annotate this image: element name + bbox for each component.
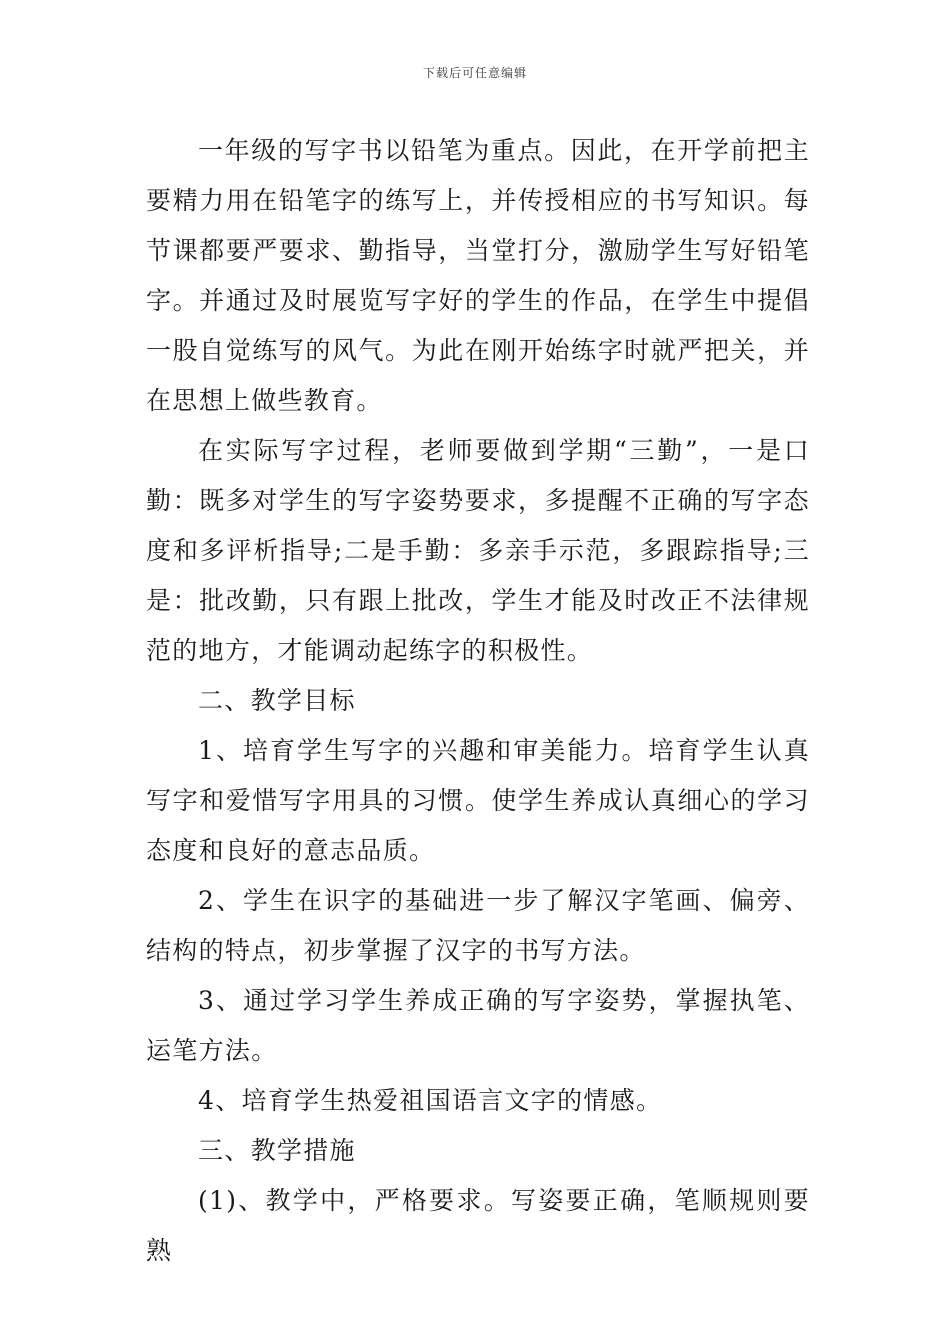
page-header-note: 下载后可任意编辑 [422, 66, 527, 80]
goal-item-2: 2、学生在识字的基础进一步了解汉字笔画、偏旁、结构的特点，初步掌握了汉字的书写方法。 [146, 886, 810, 965]
goal-item-3: 3、通过学习学生养成正确的写字姿势，掌握执笔、运笔方法。 [146, 986, 810, 1065]
section-heading-teaching-measures: 三、教学措施 [198, 1136, 356, 1165]
document-body [146, 126, 810, 1276]
goal-item-1: 1、培育学生写字的兴趣和审美能力。培育学生认真写字和爱惜写字用具的习惯。使学生养成认真细心的学习态度和良好的意志品质。 [146, 736, 810, 865]
goal-item-4: 4、培育学生热爱祖国语言文字的情感。 [198, 1086, 663, 1115]
measure-item-1: (1)、教学中，严格要求。写姿要正确，笔顺规则要熟 [146, 1186, 810, 1265]
paragraph-three-diligences: 在实际写字过程，老师要做到学期“三勤”，一是口勤：既多对学生的写字姿势要求，多提醒不正确的写字态度和多评析指导;二是手勤：多亲手示范，多跟踪指导;三是：批改勤，只有跟上批改，学生才能及时改正不法律规范的地方，才能调动起练字的积极性。 [146, 436, 810, 665]
paragraph-pencil-focus: 一年级的写字书以铅笔为重点。因此，在开学前把主要精力用在铅笔字的练写上，并传授相应的书写知识。每节课都要严要求、勤指导，当堂打分，激励学生写好铅笔字。并通过及时展览写字好的学生的作品，在学生中提倡一股自觉练写的风气。为此在刚开始练字时就严把关，并在思想上做些教育。 [146, 136, 810, 415]
section-heading-teaching-goals: 二、教学目标 [198, 686, 356, 715]
